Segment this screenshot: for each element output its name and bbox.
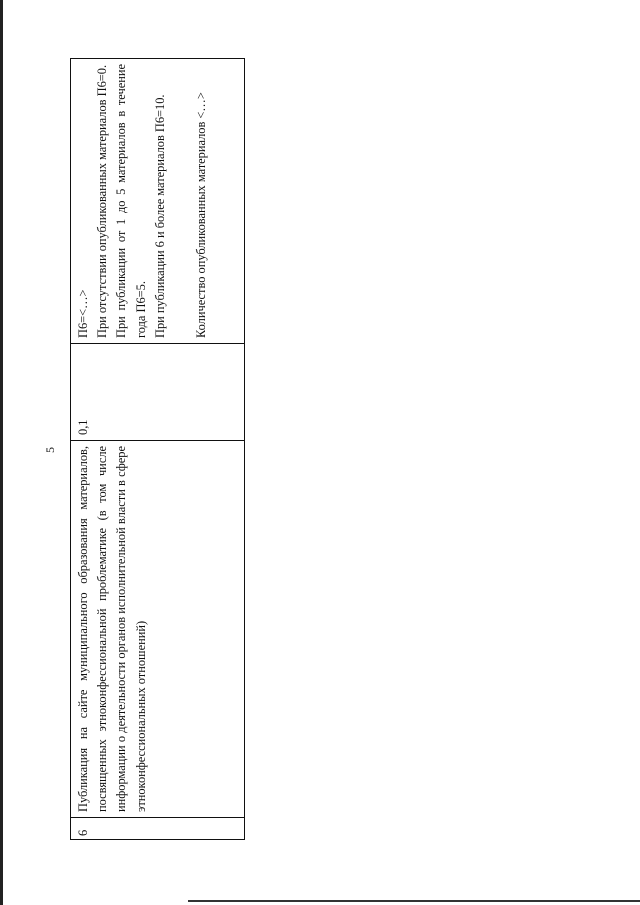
scan-edge	[0, 0, 3, 905]
rule-zero: При отсутствии опубликованных материалов П6=0.	[95, 64, 110, 338]
row-number: 6	[71, 818, 245, 840]
indicator-table	[70, 58, 245, 840]
table-row	[71, 59, 245, 840]
rule-ten: При публикации 6 и более материалов П6=10.	[152, 94, 167, 338]
rotated-table-wrapper	[70, 65, 245, 840]
rule-five: При публикации от 1 до 5 материалов в течение года П6=5.	[114, 64, 148, 338]
calculation-method	[71, 59, 245, 344]
page-number: 5	[42, 447, 57, 453]
materials-count: Количество опубликованных материалов <…>	[194, 92, 209, 338]
scan-bottom-line	[188, 900, 640, 902]
formula-line: П6=<…>	[76, 289, 90, 338]
indicator-description: Публикация на сайте муниципального образования материалов, посвященных этноконфессиональной проблематике (в том числе информации о деятельности органов исполнительной власти в сфере этноконфессиональных отношений)	[71, 441, 245, 818]
spacer	[170, 64, 192, 338]
weight-value: 0,1	[71, 344, 245, 441]
